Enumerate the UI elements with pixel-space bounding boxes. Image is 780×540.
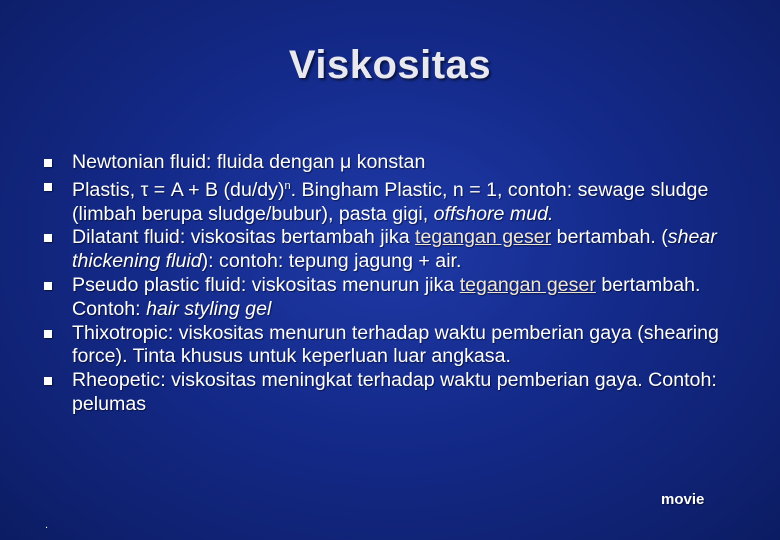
bullet-text: Newtonian fluid: fluida dengan [72,151,340,173]
bullet-text: = A + B (du/dy) [148,178,285,201]
square-bullet-icon [44,183,52,191]
bullet-item-dilatant [44,226,734,274]
tau-symbol: τ [140,178,149,201]
bullet-text: Thixotropic: viskositas menurun terhadap waktu pemberian gaya (shearing force). Tinta khusus untuk keperluan luar angkasa. [72,321,719,368]
square-bullet-icon [44,282,52,290]
mu-symbol: μ [339,151,352,173]
superscript-n: n [284,179,291,192]
slide-title: Viskositas [288,43,492,87]
bullet-item-plastis [44,175,734,227]
square-bullet-icon [44,377,52,385]
italic-text: offshore mud. [433,202,554,225]
bullet-item-thixotropic [44,322,734,370]
bullet-text: Dilatant fluid: viskositas bertambah jika [72,226,416,249]
movie-button[interactable]: movie [661,491,705,508]
tegangan-geser-link[interactable]: tegangan geser [459,273,596,296]
bullet-text: bertambah. ( [551,226,668,249]
square-bullet-icon [44,330,52,338]
bullet-text: bertambah. Contoh: [72,273,701,320]
bullet-text: Plastis, [72,178,141,201]
bullet-text: Pseudo plastic fluid: viskositas menurun jika [72,273,460,296]
square-bullet-icon [44,159,52,167]
bullet-text: . Bingham Plastic, n = 1, contoh: sewage sludge (limbah berupa sludge/bubur), pasta gigi, [72,178,709,225]
italic-text: shear thickening fluid [72,226,717,273]
bullet-text: Rheopetic: viskositas meningkat terhadap waktu pemberian gaya. Contoh: pelumas [72,369,717,415]
bullet-text: konstan [351,151,426,173]
bullet-list [44,151,734,417]
bullet-item-pseudo-plastic [44,274,734,322]
square-bullet-icon [44,234,52,242]
bullet-item-rheopetic [44,369,734,417]
footer-dot: . [45,519,49,531]
tegangan-geser-link[interactable]: tegangan geser [415,226,552,249]
bullet-item-newtonian [44,151,734,175]
italic-text: hair styling gel [146,297,272,320]
bullet-text: ): contoh: tepung jagung + air. [201,250,462,273]
